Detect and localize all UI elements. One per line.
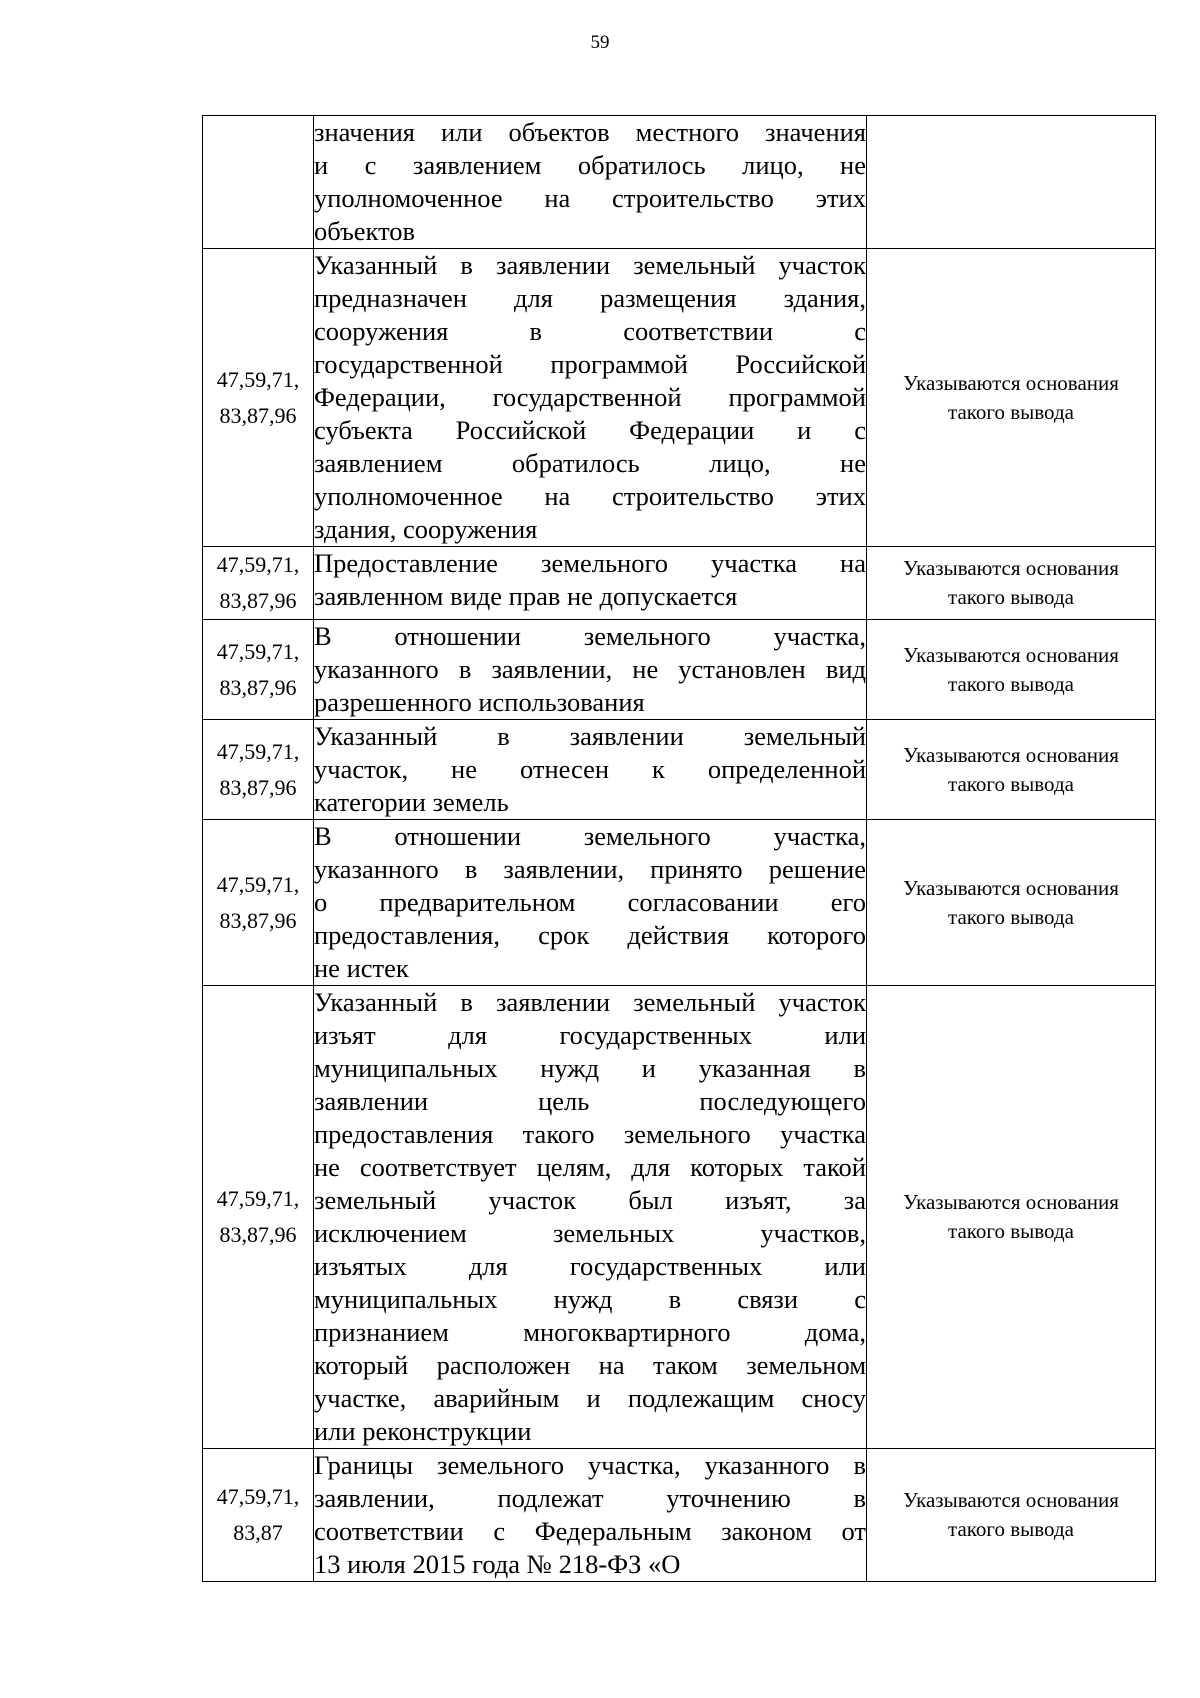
article-codes-line: 83,87,96 [219, 774, 297, 800]
article-codes-line: 83,87,96 [219, 588, 297, 613]
refusal-reason-line: соответствии с Федеральным законом от [314, 1516, 866, 1546]
article-codes-line: 83,87 [233, 1520, 283, 1545]
explanation-cell [867, 986, 1156, 1449]
explanation-cell [867, 249, 1156, 547]
explanation-line: такого вывода [948, 671, 1074, 696]
table-row [203, 620, 1156, 720]
article-codes-line: 83,87,96 [219, 402, 297, 428]
refusal-reason-line: Предоставление земельного участка на [314, 548, 866, 578]
explanation-cell [867, 547, 1156, 620]
refusal-reason-line: государственной программой Российской [314, 349, 866, 379]
article-codes-line: 83,87,96 [219, 907, 297, 933]
refusal-reason-line: заявлением обратилось лицо, не [314, 448, 866, 478]
article-codes-cell [203, 720, 314, 820]
refusal-reason-cell [314, 820, 867, 986]
explanation-line: такого вывода [948, 771, 1074, 796]
refusal-reason-line: объектов [314, 216, 416, 246]
article-codes-cell [203, 547, 314, 620]
table-row [203, 820, 1156, 986]
refusal-reason-line: значения или объектов местного значения [314, 117, 866, 147]
article-codes-cell [203, 620, 314, 720]
refusal-reason-line: заявлении цель последующего [314, 1086, 866, 1116]
refusal-reason-line: Границы земельного участка, указанного в [314, 1450, 866, 1480]
table-row [203, 720, 1156, 820]
explanation-line: такого вывода [948, 399, 1074, 424]
article-codes-line: 47,59,71, [216, 1484, 300, 1509]
table-row [203, 1449, 1156, 1582]
article-codes-line: 47,59,71, [216, 738, 300, 764]
article-codes-line: 47,59,71, [216, 638, 300, 664]
explanation-cell [867, 620, 1156, 720]
refusal-reason-line: изъятых для государственных или [314, 1251, 866, 1281]
article-codes-line: 47,59,71, [216, 366, 300, 392]
table-row [203, 986, 1156, 1449]
explanation-line: такого вывода [948, 1517, 1074, 1541]
refusal-reason-line: Указанный в заявлении земельный участок [314, 987, 866, 1017]
refusal-reason-cell [314, 620, 867, 720]
grounds-table [202, 115, 1156, 1582]
explanation-line: Указываются основания [903, 742, 1119, 767]
refusal-reason-line: признанием многоквартирного дома, [314, 1317, 866, 1347]
explanation-line: Указываются основания [903, 1190, 1119, 1214]
refusal-reason-line: В отношении земельного участка, [314, 821, 866, 851]
article-codes-cell [203, 820, 314, 986]
article-codes-line: 47,59,71, [216, 552, 300, 577]
refusal-reason-line: указанного в заявлении, не установлен вид [314, 654, 866, 684]
article-codes-cell [203, 986, 314, 1449]
refusal-reason-line: и с заявлением обратилось лицо, не [314, 150, 866, 180]
refusal-reason-cell [314, 249, 867, 547]
refusal-reason-line: категории земель [314, 787, 509, 817]
article-codes-cell [203, 1449, 314, 1582]
page-number: 59 [590, 32, 610, 53]
table-row [203, 249, 1156, 547]
refusal-reason-cell [314, 547, 867, 620]
refusal-reason-line: 13 июля 2015 года № 218-ФЗ «О [314, 1549, 681, 1579]
refusal-reason-line: предоставления такого земельного участка [314, 1119, 866, 1149]
refusal-reason-line: участок, не отнесен к определенной [314, 754, 866, 784]
refusal-reason-line: разрешенного использования [314, 687, 645, 717]
refusal-reason-line: Федерации, государственной программой [314, 382, 866, 412]
refusal-reason-line: или реконструкции [314, 1416, 532, 1446]
refusal-reason-line: уполномоченное на строительство этих [314, 183, 866, 213]
explanation-cell [867, 820, 1156, 986]
refusal-reason-line: предоставления, срок действия которого [314, 920, 866, 950]
refusal-reason-line: муниципальных нужд в связи с [314, 1284, 866, 1314]
article-codes-line: 83,87,96 [219, 1222, 297, 1247]
explanation-line: Указываются основания [903, 875, 1119, 900]
refusal-reason-line: В отношении земельного участка, [314, 621, 866, 651]
refusal-reason-line: муниципальных нужд и указанная в [314, 1053, 866, 1083]
refusal-reason-line: о предварительном согласовании его [314, 887, 866, 917]
refusal-reason-line: здания, сооружения [314, 514, 538, 544]
refusal-reason-line: предназначен для размещения здания, [314, 283, 866, 313]
refusal-reason-line: Указанный в заявлении земельный участок [314, 250, 866, 280]
table-row [203, 116, 1156, 249]
article-codes-line: 47,59,71, [216, 871, 300, 897]
table-row [203, 547, 1156, 620]
refusal-reason-cell [314, 986, 867, 1449]
refusal-reason-line: изъят для государственных или [314, 1020, 866, 1050]
refusal-reason-line: участке, аварийным и подлежащим сносу [314, 1383, 866, 1413]
article-codes-line: 83,87,96 [219, 674, 297, 700]
refusal-reason-line: не соответствует целям, для которых такой [314, 1152, 866, 1182]
refusal-reason-line: который расположен на таком земельном [314, 1350, 866, 1380]
refusal-reason-line: субъекта Российской Федерации и с [314, 415, 866, 445]
refusal-reason-cell [314, 116, 867, 249]
refusal-reason-line: не истек [314, 953, 409, 983]
refusal-reason-line: уполномоченное на строительство этих [314, 481, 866, 511]
explanation-line: такого вывода [948, 904, 1074, 929]
explanation-line: такого вывода [948, 1219, 1074, 1243]
explanation-line: Указываются основания [903, 370, 1119, 395]
refusal-reason-line: исключением земельных участков, [314, 1218, 866, 1248]
explanation-line: Указываются основания [903, 1488, 1119, 1512]
refusal-reason-line: указанного в заявлении, принято решение [314, 854, 866, 884]
refusal-reason-cell [314, 1449, 867, 1582]
article-codes-line: 47,59,71, [216, 1186, 300, 1211]
article-codes-cell [203, 116, 314, 249]
refusal-reason-cell [314, 720, 867, 820]
explanation-line: Указываются основания [903, 642, 1119, 667]
explanation-cell [867, 1449, 1156, 1582]
refusal-reason-line: заявленном виде прав не допускается [314, 581, 738, 611]
explanation-line: такого вывода [948, 585, 1074, 609]
explanation-line: Указываются основания [903, 556, 1119, 580]
explanation-cell [867, 116, 1156, 249]
refusal-reason-line: земельный участок был изъят, за [314, 1185, 866, 1215]
refusal-reason-line: Указанный в заявлении земельный [314, 721, 866, 751]
article-codes-cell [203, 249, 314, 547]
refusal-reason-line: заявлении, подлежат уточнению в [314, 1483, 866, 1513]
explanation-cell [867, 720, 1156, 820]
refusal-reason-line: сооружения в соответствии с [314, 316, 866, 346]
